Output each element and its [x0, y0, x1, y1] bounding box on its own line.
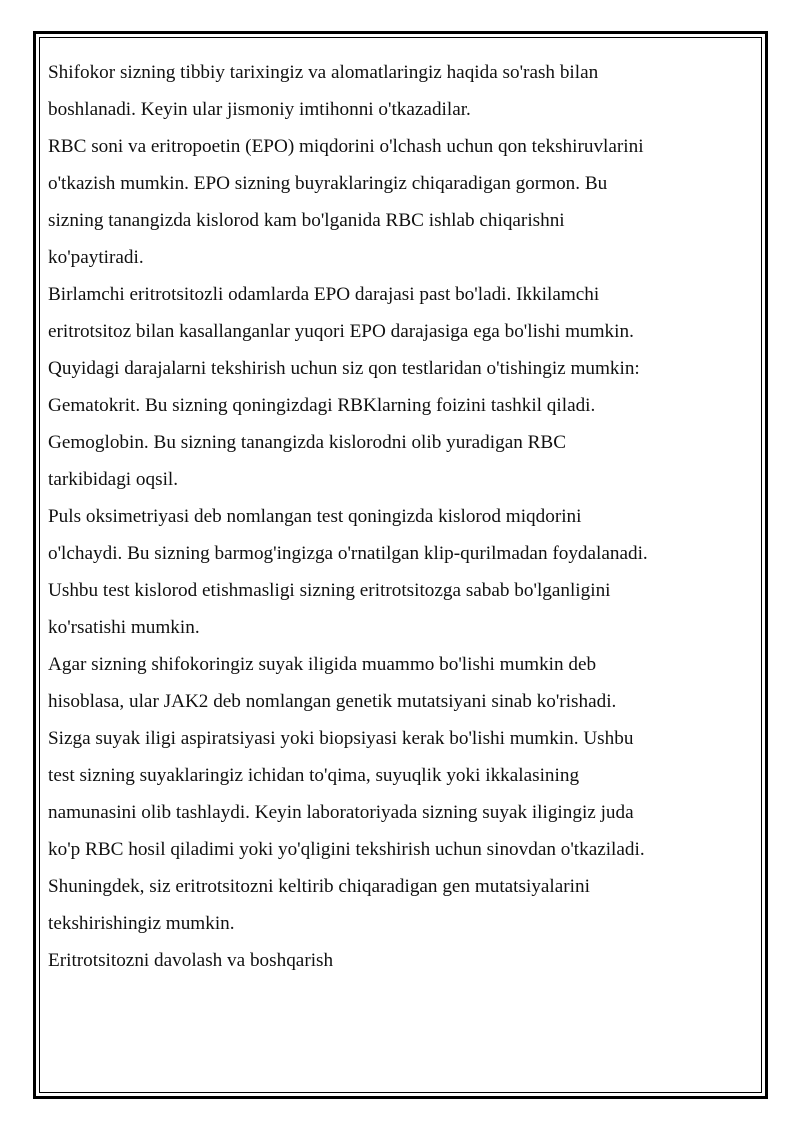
text-line: boshlanadi. Keyin ular jismoniy imtihonni o'tkazadilar.: [48, 99, 471, 120]
text-line: o'lchaydi. Bu sizning barmog'ingizga o'rnatilgan klip-qurilmadan foydalanadi.: [48, 543, 648, 564]
text-line: ko'p RBC hosil qiladimi yoki yo'qligini tekshirish uchun sinovdan o'tkaziladi.: [48, 839, 645, 860]
text-line: o'tkazish mumkin. EPO sizning buyraklaringiz chiqaradigan gormon. Bu: [48, 173, 608, 194]
text-line: Shuningdek, siz eritrotsitozni keltirib chiqaradigan gen mutatsiyalarini: [48, 876, 590, 897]
section-heading: Eritrotsitozni davolash va boshqarish: [48, 950, 334, 971]
text-line: namunasini olib tashlaydi. Keyin laboratoriyada sizning suyak iligingiz juda: [48, 802, 634, 823]
text-line: Shifokor sizning tibbiy tarixingiz va alomatlaringiz haqida so'rash bilan: [48, 62, 599, 83]
text-line: ko'paytiradi.: [48, 247, 144, 268]
text-line: RBC soni va eritropoetin (EPO) miqdorini o'lchash uchun qon tekshiruvlarini: [48, 136, 644, 157]
text-line: sizning tanangizda kislorod kam bo'lganida RBC ishlab chiqarishni: [48, 210, 565, 231]
text-line: Puls oksimetriyasi deb nomlangan test qoningizda kislorod miqdorini: [48, 506, 582, 527]
text-line: Birlamchi eritrotsitozli odamlarda EPO darajasi past bo'ladi. Ikkilamchi: [48, 284, 600, 305]
text-line: Quyidagi darajalarni tekshirish uchun siz qon testlaridan o'tishingiz mumkin:: [48, 358, 640, 379]
document-body: [48, 54, 753, 979]
text-line: Sizga suyak iligi aspiratsiyasi yoki biopsiyasi kerak bo'lishi mumkin. Ushbu: [48, 728, 634, 749]
text-line: tekshirishingiz mumkin.: [48, 913, 235, 934]
text-line: Ushbu test kislorod etishmasligi sizning eritrotsitozga sabab bo'lganligini: [48, 580, 611, 601]
text-line: test sizning suyaklaringiz ichidan to'qima, suyuqlik yoki ikkalasining: [48, 765, 580, 786]
text-line: eritrotsitoz bilan kasallanganlar yuqori EPO darajasiga ega bo'lishi mumkin.: [48, 321, 634, 342]
text-line: tarkibidagi oqsil.: [48, 469, 179, 490]
text-line: ko'rsatishi mumkin.: [48, 617, 200, 638]
text-line: hisoblasa, ular JAK2 deb nomlangan genetik mutatsiyani sinab ko'rishadi.: [48, 691, 617, 712]
text-line: Gematokrit. Bu sizning qoningizdagi RBKlarning foizini tashkil qiladi.: [48, 395, 596, 416]
text-line: Agar sizning shifokoringiz suyak iligida muammo bo'lishi mumkin deb: [48, 654, 597, 675]
text-line: Gemoglobin. Bu sizning tanangizda kislorodni olib yuradigan RBC: [48, 432, 567, 453]
